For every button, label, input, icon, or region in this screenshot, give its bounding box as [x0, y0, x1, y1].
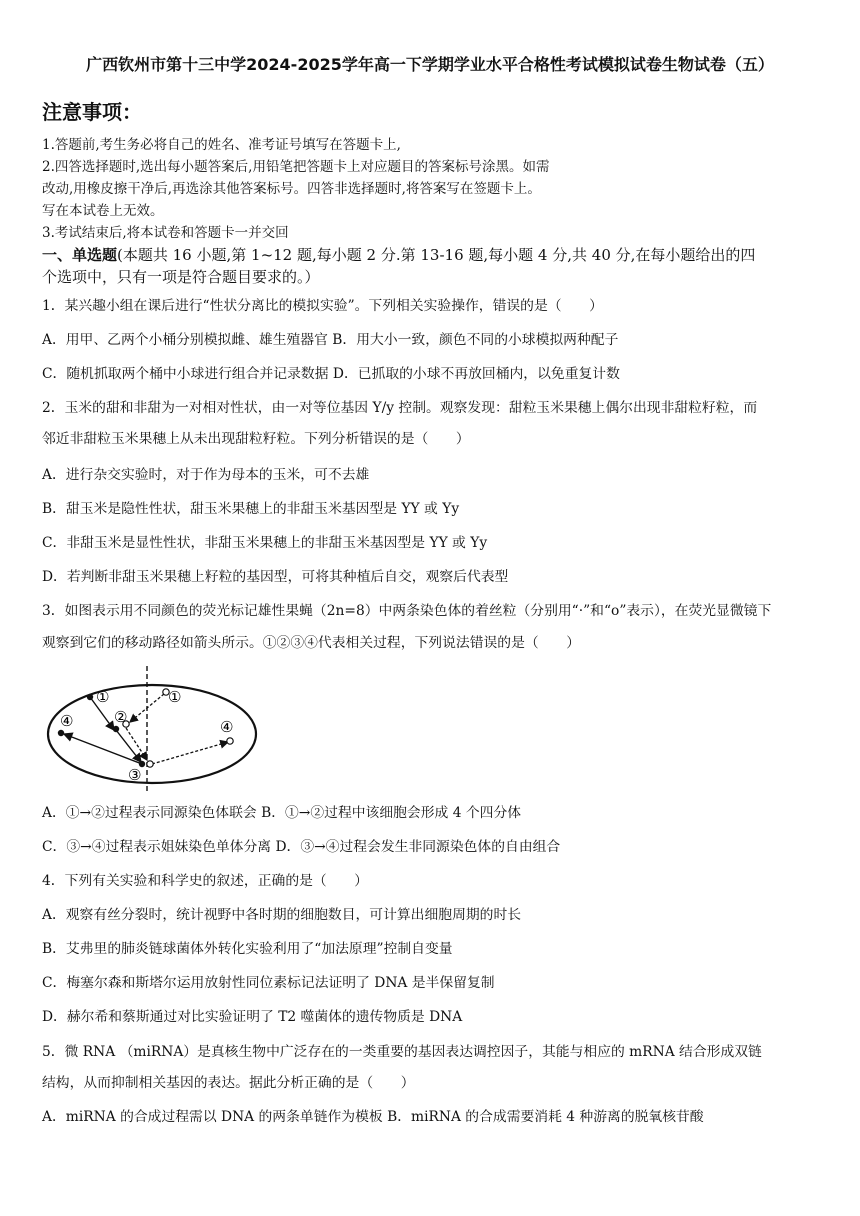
notice-heading: 注意事项：: [42, 100, 142, 124]
question-5-stem-line-2: 结构，从而抑制相关基因的表达。据此分析正确的是（ ）: [42, 1075, 415, 1091]
question-2-stem-line-1: 2．玉米的甜和非甜为一对相对性状，由一对等位基因 Y/y 控制。观察发现：甜粒玉米果穗上偶尔出现非甜粒籽粒，而: [42, 400, 758, 416]
section-1-label: 一、单选题: [42, 246, 118, 264]
question-5-options-ab: A．miRNA 的合成过程需以 DNA 的两条单链作为模板 B．miRNA 的合成需要消耗 4 种游离的脱氧核苷酸: [42, 1109, 704, 1125]
section-1-header-line-2: 个选项中，只有一项是符合题目要求的。）: [42, 268, 320, 286]
question-2-option-c: C．非甜玉米是显性性状，非甜玉米果穗上的非甜玉米基因型是 YY 或 Yy: [42, 535, 488, 551]
question-1-stem: 1．某兴趣小组在课后进行“性状分离比的模拟实验”。下列相关实验操作，错误的是（ ）: [42, 298, 603, 314]
label-1-right: ①: [168, 688, 182, 706]
notice-line-1: 1.答题前,考生务必将自己的姓名、准考证号填写在答题卡上,: [42, 137, 401, 153]
question-4-option-b: B．艾弗里的肺炎链球菌体外转化实验利用了“加法原理”控制自变量: [42, 941, 453, 957]
question-3-options-ab: A．①→②过程表示同源染色体联会 B．①→②过程中该细胞会形成 4 个四分体: [42, 805, 522, 821]
label-4-left: ④: [60, 712, 74, 730]
question-1-options-ab: A．用甲、乙两个小桶分别模拟雌、雄生殖器官 B．用大小一致，颜色不同的小球模拟两种配子: [42, 332, 619, 348]
notice-line-2: 2.四答选择题时,选出每小题答案后,用铅笔把答题卡上对应题目的答案标号涂黑。如需: [42, 159, 550, 175]
question-1-options-cd: C．随机抓取两个桶中小球进行组合并记录数据 D．已抓取的小球不再放回桶内，以免重复计数: [42, 366, 620, 382]
notice-line-3: 改动,用橡皮擦干净后,再选涂其他答案标号。四答非选择题时,将答案写在签题卡上。: [42, 181, 541, 197]
chromosome-movement-figure: [44, 664, 264, 794]
question-4-option-a: A．观察有丝分裂时，统计视野中各时期的细胞数目，可计算出细胞周期的时长: [42, 907, 522, 923]
dot-centromere-1: [87, 694, 93, 700]
circle-centromere-4: [227, 738, 233, 744]
section-1-instructions: (本题共 16 小题,第 1~12 题,每小题 2 分.第 13-16 题,每小题 4 分,共 40 分,在每小题给出的四: [117, 246, 756, 264]
notice-line-5: 3.考试结束后,将本试卷和答题卡一并交回: [42, 225, 289, 241]
label-4-right: ④: [220, 718, 234, 736]
question-2-option-a: A．进行杂交实验时，对于作为母本的玉米，可不去雄: [42, 467, 370, 483]
path-circle-3-to-4: [152, 742, 228, 764]
circle-centromere-3: [147, 761, 153, 767]
document-title: 广西钦州市第十三中学2024-2025学年高一下学期学业水平合格性考试模拟试卷生物试卷（五）: [86, 55, 774, 74]
question-5-stem-line-1: 5．微 RNA （miRNA）是真核生物中广泛存在的一类重要的基因表达调控因子，其能与相应的 mRNA 结合形成双链: [42, 1044, 762, 1060]
label-1-left: ①: [96, 688, 110, 706]
question-4-option-d: D．赫尔希和蔡斯通过对比实验证明了 T2 噬菌体的遗传物质是 DNA: [42, 1009, 463, 1025]
question-2-stem-line-2: 邻近非甜粒玉米果穗上从未出现甜粒籽粒。下列分析错误的是（ ）: [42, 431, 470, 447]
question-3-stem-line-1: 3．如图表示用不同颜色的荧光标记雄性果蝇（2n=8）中两条染色体的着丝粒（分别用“·”和“o”表示），在荧光显微镜下: [42, 603, 772, 619]
label-2: ②: [114, 708, 128, 726]
notice-line-4: 写在本试卷上无效。: [42, 203, 164, 219]
question-3-stem-line-2: 观察到它们的移动路径如箭头所示。①②③④代表相关过程，下列说法错误的是（ ）: [42, 635, 581, 651]
question-2-option-d: D．若判断非甜玉米果穗上籽粒的基因型，可将其种植后自交，观察后代表型: [42, 569, 509, 585]
question-4-option-c: C．梅塞尔森和斯塔尔运用放射性同位素标记法证明了 DNA 是半保留复制: [42, 975, 495, 991]
dot-centromere-2: [113, 726, 119, 732]
question-3-options-cd: C．③→④过程表示姐妹染色单体分离 D．③→④过程会发生非同源染色体的自由组合: [42, 839, 561, 855]
question-2-option-b: B．甜玉米是隐性性状，甜玉米果穗上的非甜玉米基因型是 YY 或 Yy: [42, 501, 460, 517]
question-4-stem: 4．下列有关实验和科学史的叙述，正确的是（ ）: [42, 873, 369, 889]
section-1-header-line-1: [42, 246, 755, 264]
dot-centromere-4: [58, 730, 64, 736]
label-3: ③: [128, 766, 142, 784]
